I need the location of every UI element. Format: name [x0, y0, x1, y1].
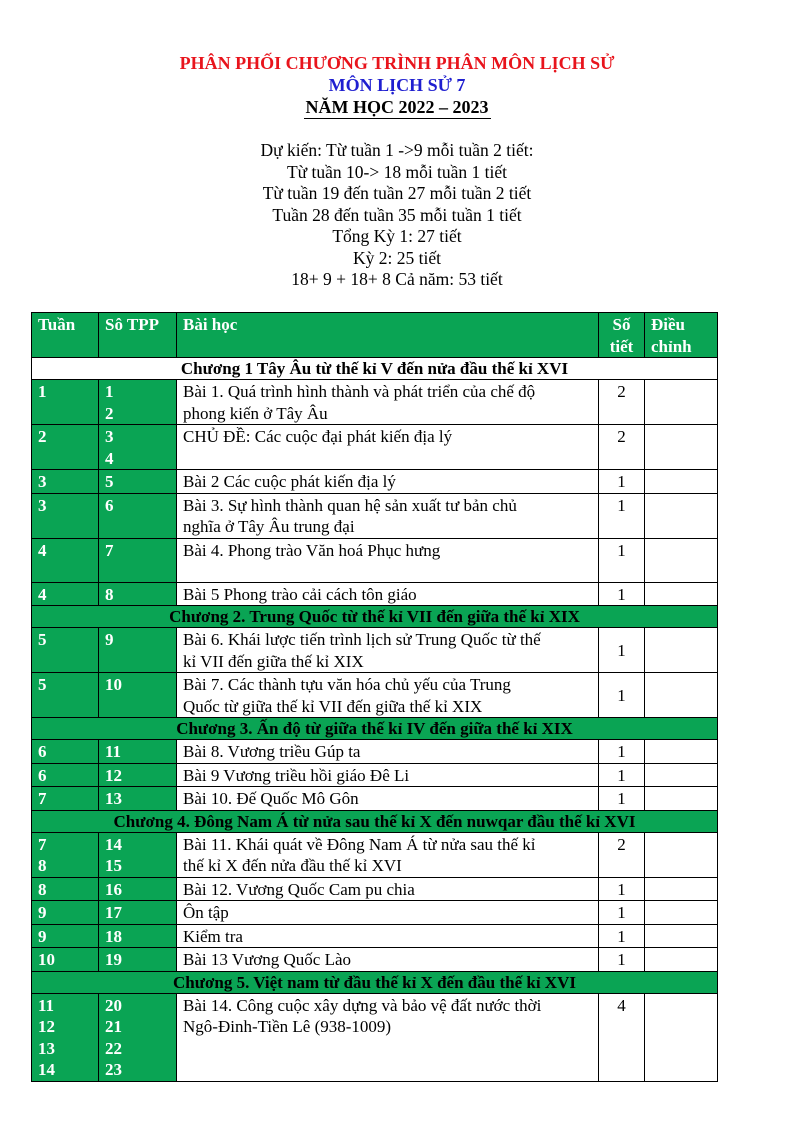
chapter-row — [32, 971, 718, 993]
lesson-cell — [177, 582, 599, 606]
lesson-cell — [177, 740, 599, 764]
week-cell — [32, 582, 99, 606]
adjust-cell — [645, 380, 718, 425]
table-row — [32, 901, 718, 925]
program-table — [31, 312, 718, 1082]
lesson-cell-line: thế kỉ X đến nửa đầu thế kỉ XVI — [183, 856, 402, 875]
tpp-cell — [99, 425, 177, 470]
week-cell — [32, 493, 99, 538]
week-cell-line: 9 — [38, 926, 47, 946]
periods-cell: 1 — [599, 763, 645, 787]
lesson-cell — [177, 380, 599, 425]
week-cell-line: 3 — [38, 472, 47, 491]
week-cell — [32, 628, 99, 673]
tpp-cell-line: 5 — [105, 472, 114, 491]
schedule-plan — [0, 140, 794, 291]
document-title: PHÂN PHỐI CHƯƠNG TRÌNH PHÂN MÔN LỊCH SỬ — [179, 53, 615, 73]
table-header-row — [32, 313, 718, 358]
adjust-cell — [645, 763, 718, 787]
lesson-cell — [177, 832, 599, 877]
table-row — [32, 628, 718, 673]
chapter-row — [32, 358, 718, 380]
tpp-cell — [99, 832, 177, 877]
week-cell — [32, 380, 99, 425]
table-row — [32, 993, 718, 1081]
adjust-cell — [645, 924, 718, 948]
table-row — [32, 380, 718, 425]
periods-cell: 1 — [599, 470, 645, 494]
week-cell — [32, 787, 99, 811]
adjust-cell — [645, 628, 718, 673]
table-row — [32, 924, 718, 948]
tpp-cell — [99, 740, 177, 764]
col-periods-header: Số tiết — [599, 313, 645, 358]
tpp-cell-line: 18 — [105, 926, 122, 946]
periods-cell: 1 — [599, 901, 645, 925]
adjust-cell — [645, 832, 718, 877]
week-cell-line: 10 — [38, 950, 55, 969]
col-week-header: Tuần — [32, 313, 99, 358]
week-cell — [32, 948, 99, 972]
tpp-cell — [99, 877, 177, 901]
lesson-cell-line: Bài 3. Sự hình thành quan hệ sản xuất tư bản chủ — [183, 495, 517, 515]
tpp-cell-line: 23 — [105, 1060, 122, 1079]
adjust-cell — [645, 993, 718, 1081]
tpp-cell-line: 21 — [105, 1017, 122, 1036]
table-body — [32, 358, 718, 1082]
lesson-cell-line: CHỦ ĐỀ: Các cuộc đại phát kiến địa lý — [183, 427, 453, 446]
table-row — [32, 493, 718, 538]
chapter-title: Chương 2. Trung Quốc từ thế kỉ VII đến giữa thế kỉ XIX — [32, 606, 718, 628]
adjust-cell — [645, 901, 718, 925]
tpp-cell — [99, 763, 177, 787]
periods-cell: 1 — [599, 740, 645, 764]
plan-line: Từ tuần 10-> 18 mỗi tuần 1 tiết — [286, 161, 508, 182]
lesson-cell-line: Ngô-Đinh-Tiền Lê (938-1009) — [183, 1017, 392, 1036]
week-cell-line: 6 — [38, 742, 47, 761]
tpp-cell — [99, 901, 177, 925]
lesson-cell-line: Bài 8. Vương triều Gúp ta — [183, 742, 361, 761]
tpp-cell-line: 16 — [105, 879, 122, 899]
lesson-cell-line: Bài 14. Công cuộc xây dựng và bảo vệ đất nước thời — [183, 995, 542, 1015]
tpp-cell — [99, 628, 177, 673]
periods-cell: 2 — [599, 832, 645, 877]
week-cell — [32, 673, 99, 718]
col-tpp-header: Sô TPP — [99, 313, 177, 358]
lesson-cell-line: Bài 5 Phong trào cải cách tôn giáo — [183, 584, 417, 604]
adjust-cell — [645, 493, 718, 538]
periods-cell: 1 — [599, 493, 645, 538]
chapter-row — [32, 606, 718, 628]
lesson-cell — [177, 425, 599, 470]
plan-line: Tuần 28 đến tuần 35 mỗi tuần 1 tiết — [272, 204, 522, 225]
week-cell — [32, 538, 99, 582]
table-row — [32, 832, 718, 877]
table-row — [32, 877, 718, 901]
lesson-cell — [177, 993, 599, 1081]
adjust-cell — [645, 425, 718, 470]
week-cell-line: 2 — [38, 427, 47, 446]
tpp-cell — [99, 582, 177, 606]
tpp-cell — [99, 924, 177, 948]
week-cell-line: 5 — [38, 675, 47, 694]
col-lesson-header: Bài học — [177, 313, 599, 358]
week-cell-line: 7 — [38, 789, 47, 808]
chapter-title: Chương 5. Việt nam từ đầu thế kỉ X đến đầu thế kỉ XVI — [32, 971, 718, 993]
tpp-cell-line: 14 — [105, 834, 122, 854]
periods-cell: 1 — [599, 673, 645, 718]
week-cell-line: 5 — [38, 630, 47, 649]
adjust-cell — [645, 673, 718, 718]
tpp-cell-line: 1 — [105, 382, 114, 401]
periods-cell: 4 — [599, 993, 645, 1081]
tpp-cell — [99, 673, 177, 718]
week-cell — [32, 425, 99, 470]
week-cell-line: 4 — [38, 540, 47, 560]
week-cell — [32, 740, 99, 764]
table-row — [32, 470, 718, 494]
week-cell — [32, 901, 99, 925]
plan-line: 18+ 9 + 18+ 8 Cả năm: 53 tiết — [291, 269, 503, 289]
tpp-cell — [99, 470, 177, 494]
tpp-cell — [99, 787, 177, 811]
periods-cell: 1 — [599, 877, 645, 901]
tpp-cell-line: 22 — [105, 1038, 122, 1058]
lesson-cell-line: phong kiến ở Tây Âu — [183, 403, 328, 423]
tpp-cell-line: 17 — [105, 903, 122, 922]
lesson-cell-line: Bài 12. Vương Quốc Cam pu chia — [183, 879, 415, 899]
chapter-title: Chương 1 Tây Âu từ thế kỉ V đến nửa đầu thế kỉ XVI — [32, 358, 718, 380]
periods-cell: 1 — [599, 628, 645, 673]
week-cell — [32, 877, 99, 901]
table-row — [32, 425, 718, 470]
tpp-cell-line: 2 — [105, 403, 114, 423]
lesson-cell-line: Bài 10. Đế Quốc Mô Gôn — [183, 789, 359, 808]
periods-cell: 1 — [599, 538, 645, 582]
lesson-cell-line: Bài 2 Các cuộc phát kiến địa lý — [183, 472, 396, 491]
lesson-cell — [177, 877, 599, 901]
subject-title: MÔN LỊCH SỬ 7 — [328, 75, 466, 95]
table-row — [32, 538, 718, 582]
lesson-cell-line: Bài 9 Vương triều hồi giáo Đê Li — [183, 765, 410, 785]
lesson-cell-line: Bài 1. Quá trình hình thành và phát triển của chế độ — [183, 382, 536, 401]
periods-cell: 1 — [599, 924, 645, 948]
week-cell-line: 13 — [38, 1038, 55, 1058]
tpp-cell-line: 4 — [105, 448, 114, 468]
week-cell-line: 3 — [38, 495, 47, 515]
col-adjust-header: Điều chỉnh — [645, 313, 718, 358]
adjust-cell — [645, 470, 718, 494]
tpp-cell-line: 10 — [105, 675, 122, 694]
tpp-cell-line: 6 — [105, 495, 114, 515]
lesson-cell-line: Bài 7. Các thành tựu văn hóa chủ yếu của Trung — [183, 675, 511, 694]
periods-cell: 1 — [599, 582, 645, 606]
adjust-cell — [645, 582, 718, 606]
week-cell-line: 6 — [38, 765, 47, 785]
plan-line: Kỳ 2: 25 tiết — [353, 247, 441, 268]
lesson-cell — [177, 763, 599, 787]
plan-line: Dự kiến: Từ tuần 1 ->9 mỗi tuần 2 tiết: — [260, 140, 534, 160]
tpp-cell — [99, 538, 177, 582]
chapter-row — [32, 810, 718, 832]
lesson-cell — [177, 538, 599, 582]
tpp-cell-line: 11 — [105, 742, 122, 761]
week-cell — [32, 924, 99, 948]
week-cell — [32, 763, 99, 787]
lesson-cell-line: Bài 13 Vương Quốc Lào — [183, 950, 352, 969]
lesson-cell — [177, 948, 599, 972]
week-cell-line: 8 — [38, 879, 47, 899]
school-year: NĂM HỌC 2022 – 2023 — [305, 97, 489, 117]
table-row — [32, 582, 718, 606]
chapter-title: Chương 4. Đông Nam Á từ nửa sau thế kỉ X đến nuwqar đầu thế kỉ XVI — [32, 810, 718, 832]
document-header — [0, 52, 794, 119]
periods-cell: 1 — [599, 787, 645, 811]
lesson-cell-line: Bài 4. Phong trào Văn hoá Phục hưng — [183, 540, 441, 560]
week-cell-line: 12 — [38, 1017, 55, 1036]
tpp-cell-line: 12 — [105, 765, 122, 785]
periods-cell: 1 — [599, 948, 645, 972]
adjust-cell — [645, 948, 718, 972]
tpp-cell-line: 19 — [105, 950, 122, 969]
tpp-cell — [99, 993, 177, 1081]
table-row — [32, 948, 718, 972]
tpp-cell-line: 15 — [105, 856, 122, 875]
lesson-cell — [177, 673, 599, 718]
tpp-cell-line: 8 — [105, 584, 114, 604]
lesson-cell — [177, 901, 599, 925]
tpp-cell — [99, 380, 177, 425]
week-cell-line: 11 — [38, 995, 55, 1015]
table-row — [32, 673, 718, 718]
week-cell — [32, 470, 99, 494]
lesson-cell-line: Ôn tập — [183, 903, 229, 922]
periods-cell: 2 — [599, 425, 645, 470]
lesson-cell — [177, 628, 599, 673]
week-cell-line: 9 — [38, 903, 47, 922]
lesson-cell-line: Bài 6. Khái lược tiến trình lịch sử Trung Quốc từ thế — [183, 630, 541, 649]
week-cell-line: 1 — [38, 382, 47, 401]
lesson-cell — [177, 493, 599, 538]
week-cell — [32, 832, 99, 877]
lesson-cell-line: Bài 11. Khái quát về Đông Nam Á từ nửa sau thế kỉ — [183, 834, 536, 854]
plan-line: Từ tuần 19 đến tuần 27 mỗi tuần 2 tiết — [262, 183, 532, 203]
chapter-row — [32, 718, 718, 740]
tpp-cell — [99, 948, 177, 972]
week-cell — [32, 993, 99, 1081]
adjust-cell — [645, 740, 718, 764]
week-cell-line: 8 — [38, 856, 47, 875]
lesson-cell-line: nghĩa ở Tây Âu trung đại — [183, 517, 355, 536]
week-cell-line: 14 — [38, 1060, 55, 1079]
lesson-cell — [177, 787, 599, 811]
table-row — [32, 740, 718, 764]
week-cell-line: 7 — [38, 834, 47, 854]
adjust-cell — [645, 877, 718, 901]
tpp-cell-line: 13 — [105, 789, 122, 808]
table-row — [32, 787, 718, 811]
lesson-cell — [177, 924, 599, 948]
tpp-cell-line: 3 — [105, 427, 114, 446]
week-cell-line: 4 — [38, 584, 47, 604]
tpp-cell-line: 7 — [105, 540, 114, 560]
lesson-cell-line: Kiểm tra — [183, 926, 243, 946]
lesson-cell-line: kỉ VII đến giữa thế kỉ XIX — [183, 651, 364, 671]
periods-cell: 2 — [599, 380, 645, 425]
tpp-cell-line: 9 — [105, 630, 114, 649]
adjust-cell — [645, 787, 718, 811]
tpp-cell — [99, 493, 177, 538]
adjust-cell — [645, 538, 718, 582]
chapter-title: Chương 3. Ấn độ từ giữa thế kỉ IV đến giữa thế kỉ XIX — [32, 718, 718, 740]
tpp-cell-line: 20 — [105, 995, 122, 1015]
lesson-cell-line: Quốc từ giữa thế kỉ VII đến giữa thế kỉ XIX — [183, 696, 483, 716]
table-row — [32, 763, 718, 787]
plan-line: Tổng Kỳ 1: 27 tiết — [332, 226, 462, 246]
lesson-cell — [177, 470, 599, 494]
